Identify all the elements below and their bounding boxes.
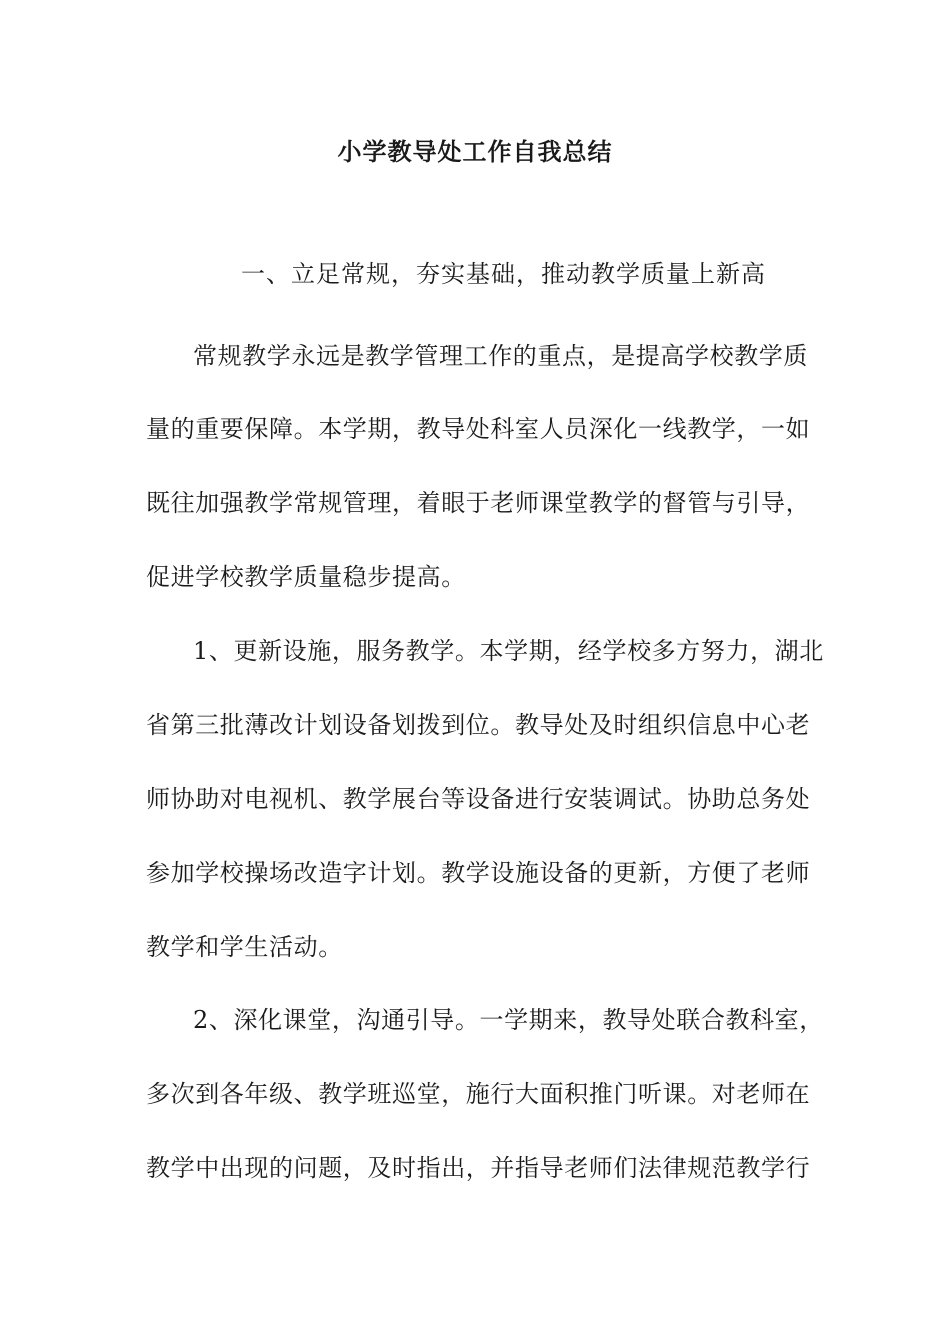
paragraph-line: 1、更新设施，服务教学。本学期，经学校多方努力，湖北: [193, 637, 824, 665]
paragraph-line: 常规教学永远是教学管理工作的重点，是提高学校教学质: [193, 342, 808, 370]
paragraph-line: 多次到各年级、教学班巡堂，施行大面积推门听课。对老师在: [146, 1080, 811, 1108]
paragraph-line: 既往加强教学常规管理，着眼于老师课堂教学的督管与引导，: [146, 489, 811, 517]
paragraph-line: 量的重要保障。本学期，教导处科室人员深化一线教学，一如: [146, 415, 811, 443]
paragraph-line: 教学和学生活动。: [146, 933, 343, 961]
paragraph-line: 教学中出现的问题，及时指出，并指导老师们法律规范教学行: [146, 1154, 811, 1182]
paragraph-line: 省第三批薄改计划设备划拨到位。教导处及时组织信息中心老: [146, 711, 811, 739]
paragraph-line: 2、深化课堂，沟通引导。一学期来，教导处联合教科室，: [193, 1006, 824, 1034]
paragraph-line: 师协助对电视机、教学展台等设备进行安装调试。协助总务处: [146, 785, 811, 813]
paragraph-line: 参加学校操场改造字计划。教学设施设备的更新，方便了老师: [146, 859, 811, 887]
paragraph-line: 促进学校教学质量稳步提高。: [146, 563, 466, 591]
document-title: 小学教导处工作自我总结: [337, 137, 613, 166]
section-heading: 一、立足常规，夯实基础，推动教学质量上新高: [241, 260, 766, 288]
